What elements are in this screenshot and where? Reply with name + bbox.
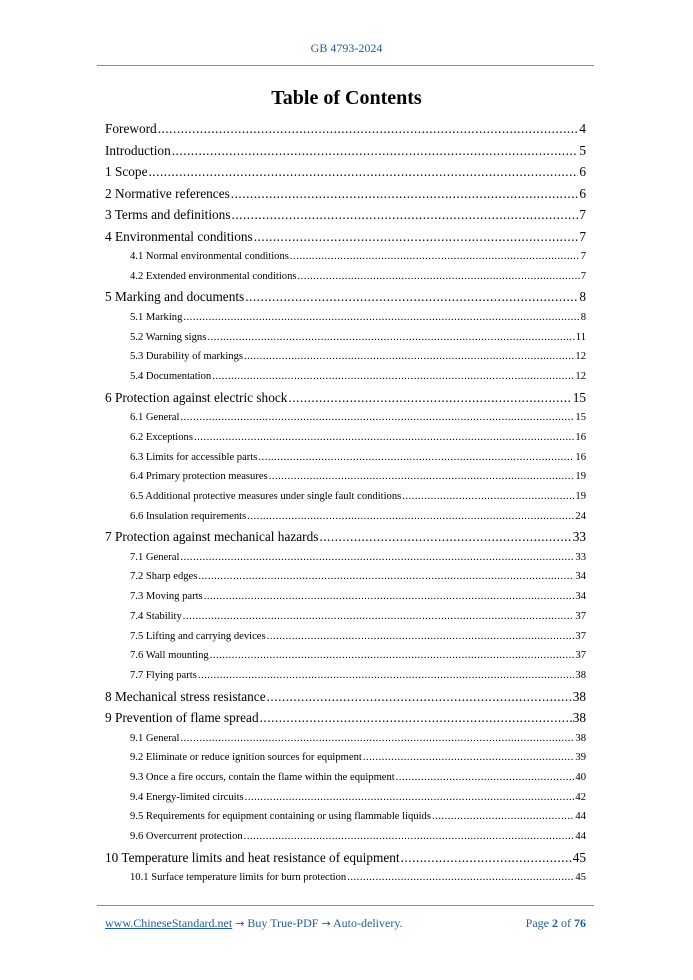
dot-leader	[260, 707, 572, 729]
toc-subentry[interactable]	[105, 587, 586, 607]
total-pages-number: 76	[574, 916, 586, 930]
dot-leader	[194, 428, 574, 448]
dot-leader	[245, 286, 578, 308]
toc-entry-title: Foreword	[105, 121, 157, 136]
toc-entry-title: 1 Scope	[105, 164, 148, 179]
toc-entry-page: 19	[575, 490, 586, 502]
dot-leader	[231, 183, 579, 205]
buy-pdf-text: Buy True-PDF	[244, 916, 322, 930]
toc-entry[interactable]	[105, 183, 586, 205]
toc-entry-page: 16	[575, 451, 586, 463]
dot-leader	[245, 788, 575, 808]
toc-entry-title: 5.2 Warning signs	[130, 331, 207, 343]
toc-entry-title: Introduction	[105, 142, 171, 158]
toc-entry[interactable]	[105, 847, 586, 869]
dot-leader	[183, 308, 579, 328]
arrow-right-icon: →	[235, 917, 245, 930]
dot-leader	[401, 847, 572, 869]
toc-entry-title: 6.6 Insulation requirements	[130, 510, 247, 522]
toc-subentry[interactable]	[105, 267, 586, 287]
dot-leader	[172, 140, 579, 162]
toc-entry-title: 7.2 Sharp edges	[130, 571, 198, 583]
toc-entry[interactable]	[105, 226, 586, 248]
dot-leader	[180, 408, 574, 428]
page-footer	[105, 916, 586, 931]
website-link[interactable]: www.ChineseStandard.net	[105, 916, 233, 930]
toc-entry-title: 6.4 Primary protection measures	[130, 471, 268, 483]
toc-entry-page: 12	[575, 370, 586, 382]
page-indicator	[526, 916, 586, 931]
toc-entry-title: 5.4 Documentation	[130, 370, 212, 382]
toc-entry[interactable]	[105, 686, 586, 708]
toc-entry-page: 19	[575, 471, 586, 483]
toc-entry-page: 7	[579, 207, 586, 222]
dot-leader	[396, 768, 575, 788]
toc-entry-page: 15	[572, 389, 586, 405]
toc-entry-page: 45	[575, 872, 586, 884]
toc-subentry[interactable]	[105, 607, 586, 627]
dot-leader	[244, 347, 574, 367]
toc-entry-title: 5.1 Marking	[130, 311, 183, 323]
toc-entry-page: 16	[575, 431, 586, 443]
toc-entry-page: 45	[572, 849, 586, 865]
toc-entry-title: 5.3 Durability of markings	[130, 351, 243, 363]
dot-leader	[207, 328, 574, 348]
toc-subentry[interactable]	[105, 548, 586, 568]
toc-entry-page: 34	[575, 591, 586, 603]
dot-leader	[247, 507, 574, 527]
dot-leader	[210, 646, 575, 666]
toc-entry-title: 10.1 Surface temperature limits for burn protection	[130, 872, 347, 884]
toc-entry-title: 4.2 Extended environmental conditions	[130, 270, 297, 282]
toc-subentry[interactable]	[105, 487, 586, 507]
of-label: of	[561, 916, 571, 930]
toc-subentry[interactable]	[105, 308, 586, 328]
toc-entry-title: 4 Environmental conditions	[105, 228, 253, 244]
toc-entry-page: 44	[575, 831, 586, 842]
toc-entry-title: 9.6 Overcurrent protection	[130, 831, 243, 842]
toc-entry-title: 9.4 Energy-limited circuits	[130, 791, 244, 803]
toc-subentry[interactable]	[105, 428, 586, 448]
header-divider	[97, 65, 594, 66]
dot-leader	[363, 748, 575, 768]
toc-entry[interactable]	[105, 707, 586, 729]
dot-leader	[258, 448, 574, 468]
toc-entry-page: 44	[575, 811, 586, 823]
toc-entry-title: 9.5 Requirements for equipment containing or using flammable liquids	[130, 811, 431, 823]
dot-leader	[267, 686, 572, 708]
toc-entry-page: 6	[579, 185, 586, 201]
toc-entry-title: 8 Mechanical stress resistance	[105, 688, 266, 704]
toc-entry-page: 6	[579, 164, 586, 179]
toc-subentry[interactable]	[105, 448, 586, 468]
toc-entry-title: 9.3 Once a fire occurs, contain the flame within the equipment	[130, 771, 395, 783]
toc-entry-title: 9 Prevention of flame spread	[105, 710, 259, 726]
dot-leader	[432, 807, 574, 827]
toc-entry[interactable]	[105, 140, 586, 162]
footer-divider	[97, 905, 594, 906]
toc-entry[interactable]	[105, 286, 586, 308]
toc-entry-page: 42	[575, 791, 586, 803]
toc-entry-title: 9.2 Eliminate or reduce ignition sources for equipment	[130, 752, 362, 764]
toc-entry-title: 9.1 General	[130, 732, 180, 744]
toc-subentry[interactable]	[105, 827, 586, 847]
toc-subentry[interactable]	[105, 729, 586, 749]
toc-subentry[interactable]	[105, 646, 586, 666]
toc-entry-title: 3 Terms and definitions	[105, 207, 231, 222]
dot-leader	[269, 467, 575, 487]
toc-subentry[interactable]	[105, 467, 586, 487]
toc-entry-title: 7.3 Moving parts	[130, 591, 203, 603]
toc-subentry[interactable]	[105, 328, 586, 348]
toc-entry-page: 7	[580, 270, 586, 282]
toc-heading: Table of Contents	[271, 87, 422, 109]
page-label: Page	[525, 916, 549, 930]
toc-subentry[interactable]	[105, 367, 586, 387]
toc-entry-page: 37	[575, 650, 586, 662]
arrow-right-icon: →	[321, 917, 331, 930]
dot-leader	[267, 627, 575, 647]
toc-subentry[interactable]	[105, 788, 586, 808]
toc-subentry[interactable]	[105, 748, 586, 768]
dot-leader	[148, 161, 578, 183]
toc-subentry[interactable]	[105, 868, 586, 888]
dot-leader	[402, 487, 574, 507]
toc-entry-page: 34	[575, 571, 586, 583]
toc-entry-title: 4.1 Normal environmental conditions	[130, 251, 289, 262]
toc-entry-title: 7 Protection against mechanical hazards	[105, 529, 319, 545]
toc-entry-page: 37	[575, 630, 586, 642]
toc-subentry[interactable]	[105, 807, 586, 827]
toc-entry-page: 39	[575, 752, 586, 764]
toc-entry-page: 12	[575, 351, 586, 363]
dot-leader	[180, 729, 574, 749]
toc-entry-page: 38	[575, 732, 586, 744]
toc-entry-page: 38	[575, 669, 586, 681]
toc-entry-title: 7.1 General	[130, 551, 180, 563]
toc-entry-title: 7.6 Wall mounting	[130, 650, 209, 662]
toc-entry-title: 7.7 Flying parts	[130, 669, 197, 681]
table-of-contents	[105, 118, 586, 888]
toc-entry[interactable]	[105, 387, 586, 409]
dot-leader	[183, 607, 575, 627]
toc-entry-title: 6 Protection against electric shock	[105, 389, 288, 405]
current-page-number: 2	[552, 916, 558, 930]
footer-promo	[105, 916, 403, 931]
toc-subentry[interactable]	[105, 247, 586, 267]
toc-entry-page: 5	[579, 142, 586, 158]
dot-leader	[254, 226, 579, 248]
toc-entry-page: 40	[575, 771, 586, 783]
toc-entry-page: 38	[572, 710, 586, 726]
dot-leader	[198, 567, 574, 587]
dot-leader	[288, 387, 571, 409]
dot-leader	[198, 666, 575, 686]
toc-entry-page: 11	[575, 331, 586, 343]
toc-entry-page: 38	[572, 688, 586, 704]
toc-subentry[interactable]	[105, 507, 586, 527]
dot-leader	[180, 548, 574, 568]
toc-entry-page: 33	[572, 529, 586, 545]
auto-delivery-text: Auto-delivery.	[330, 916, 403, 930]
toc-entry-page: 4	[579, 121, 586, 136]
dot-leader	[204, 587, 575, 607]
toc-entry-title: 6.3 Limits for accessible parts	[130, 451, 258, 463]
toc-entry[interactable]	[105, 526, 586, 548]
toc-entry-title: 6.5 Additional protective measures under single fault conditions	[130, 490, 402, 502]
toc-entry-page: 37	[575, 610, 586, 622]
dot-leader	[244, 827, 575, 847]
toc-entry-page: 33	[575, 551, 586, 563]
dot-leader	[347, 868, 574, 888]
toc-entry-title: 7.4 Stability	[130, 610, 182, 622]
toc-entry-page: 7	[580, 251, 586, 262]
toc-entry-page: 7	[579, 228, 586, 244]
toc-entry[interactable]	[105, 118, 586, 140]
toc-subentry[interactable]	[105, 567, 586, 587]
toc-entry-page: 8	[579, 289, 586, 305]
toc-subentry[interactable]	[105, 666, 586, 686]
dot-leader	[158, 118, 579, 140]
toc-entry-title: 6.1 General	[130, 412, 180, 424]
toc-entry-page: 24	[575, 510, 586, 522]
toc-subentry[interactable]	[105, 408, 586, 428]
dot-leader	[290, 247, 580, 267]
toc-subentry[interactable]	[105, 347, 586, 367]
toc-entry-title: 2 Normative references	[105, 185, 230, 201]
toc-entry-title: 7.5 Lifting and carrying devices	[130, 630, 266, 642]
document-header-title: GB 4793-2024	[310, 41, 383, 55]
toc-entry-title: 10 Temperature limits and heat resistance of equipment	[105, 849, 400, 865]
toc-entry[interactable]	[105, 161, 586, 183]
dot-leader	[232, 204, 579, 226]
toc-entry-page: 8	[580, 311, 586, 323]
toc-subentry[interactable]	[105, 768, 586, 788]
dot-leader	[298, 267, 580, 287]
toc-subentry[interactable]	[105, 627, 586, 647]
dot-leader	[319, 526, 571, 548]
toc-entry-title: 6.2 Exceptions	[130, 431, 193, 443]
toc-entry-page: 15	[575, 412, 586, 424]
toc-entry-title: 5 Marking and documents	[105, 289, 245, 305]
dot-leader	[212, 367, 574, 387]
toc-entry[interactable]	[105, 204, 586, 226]
